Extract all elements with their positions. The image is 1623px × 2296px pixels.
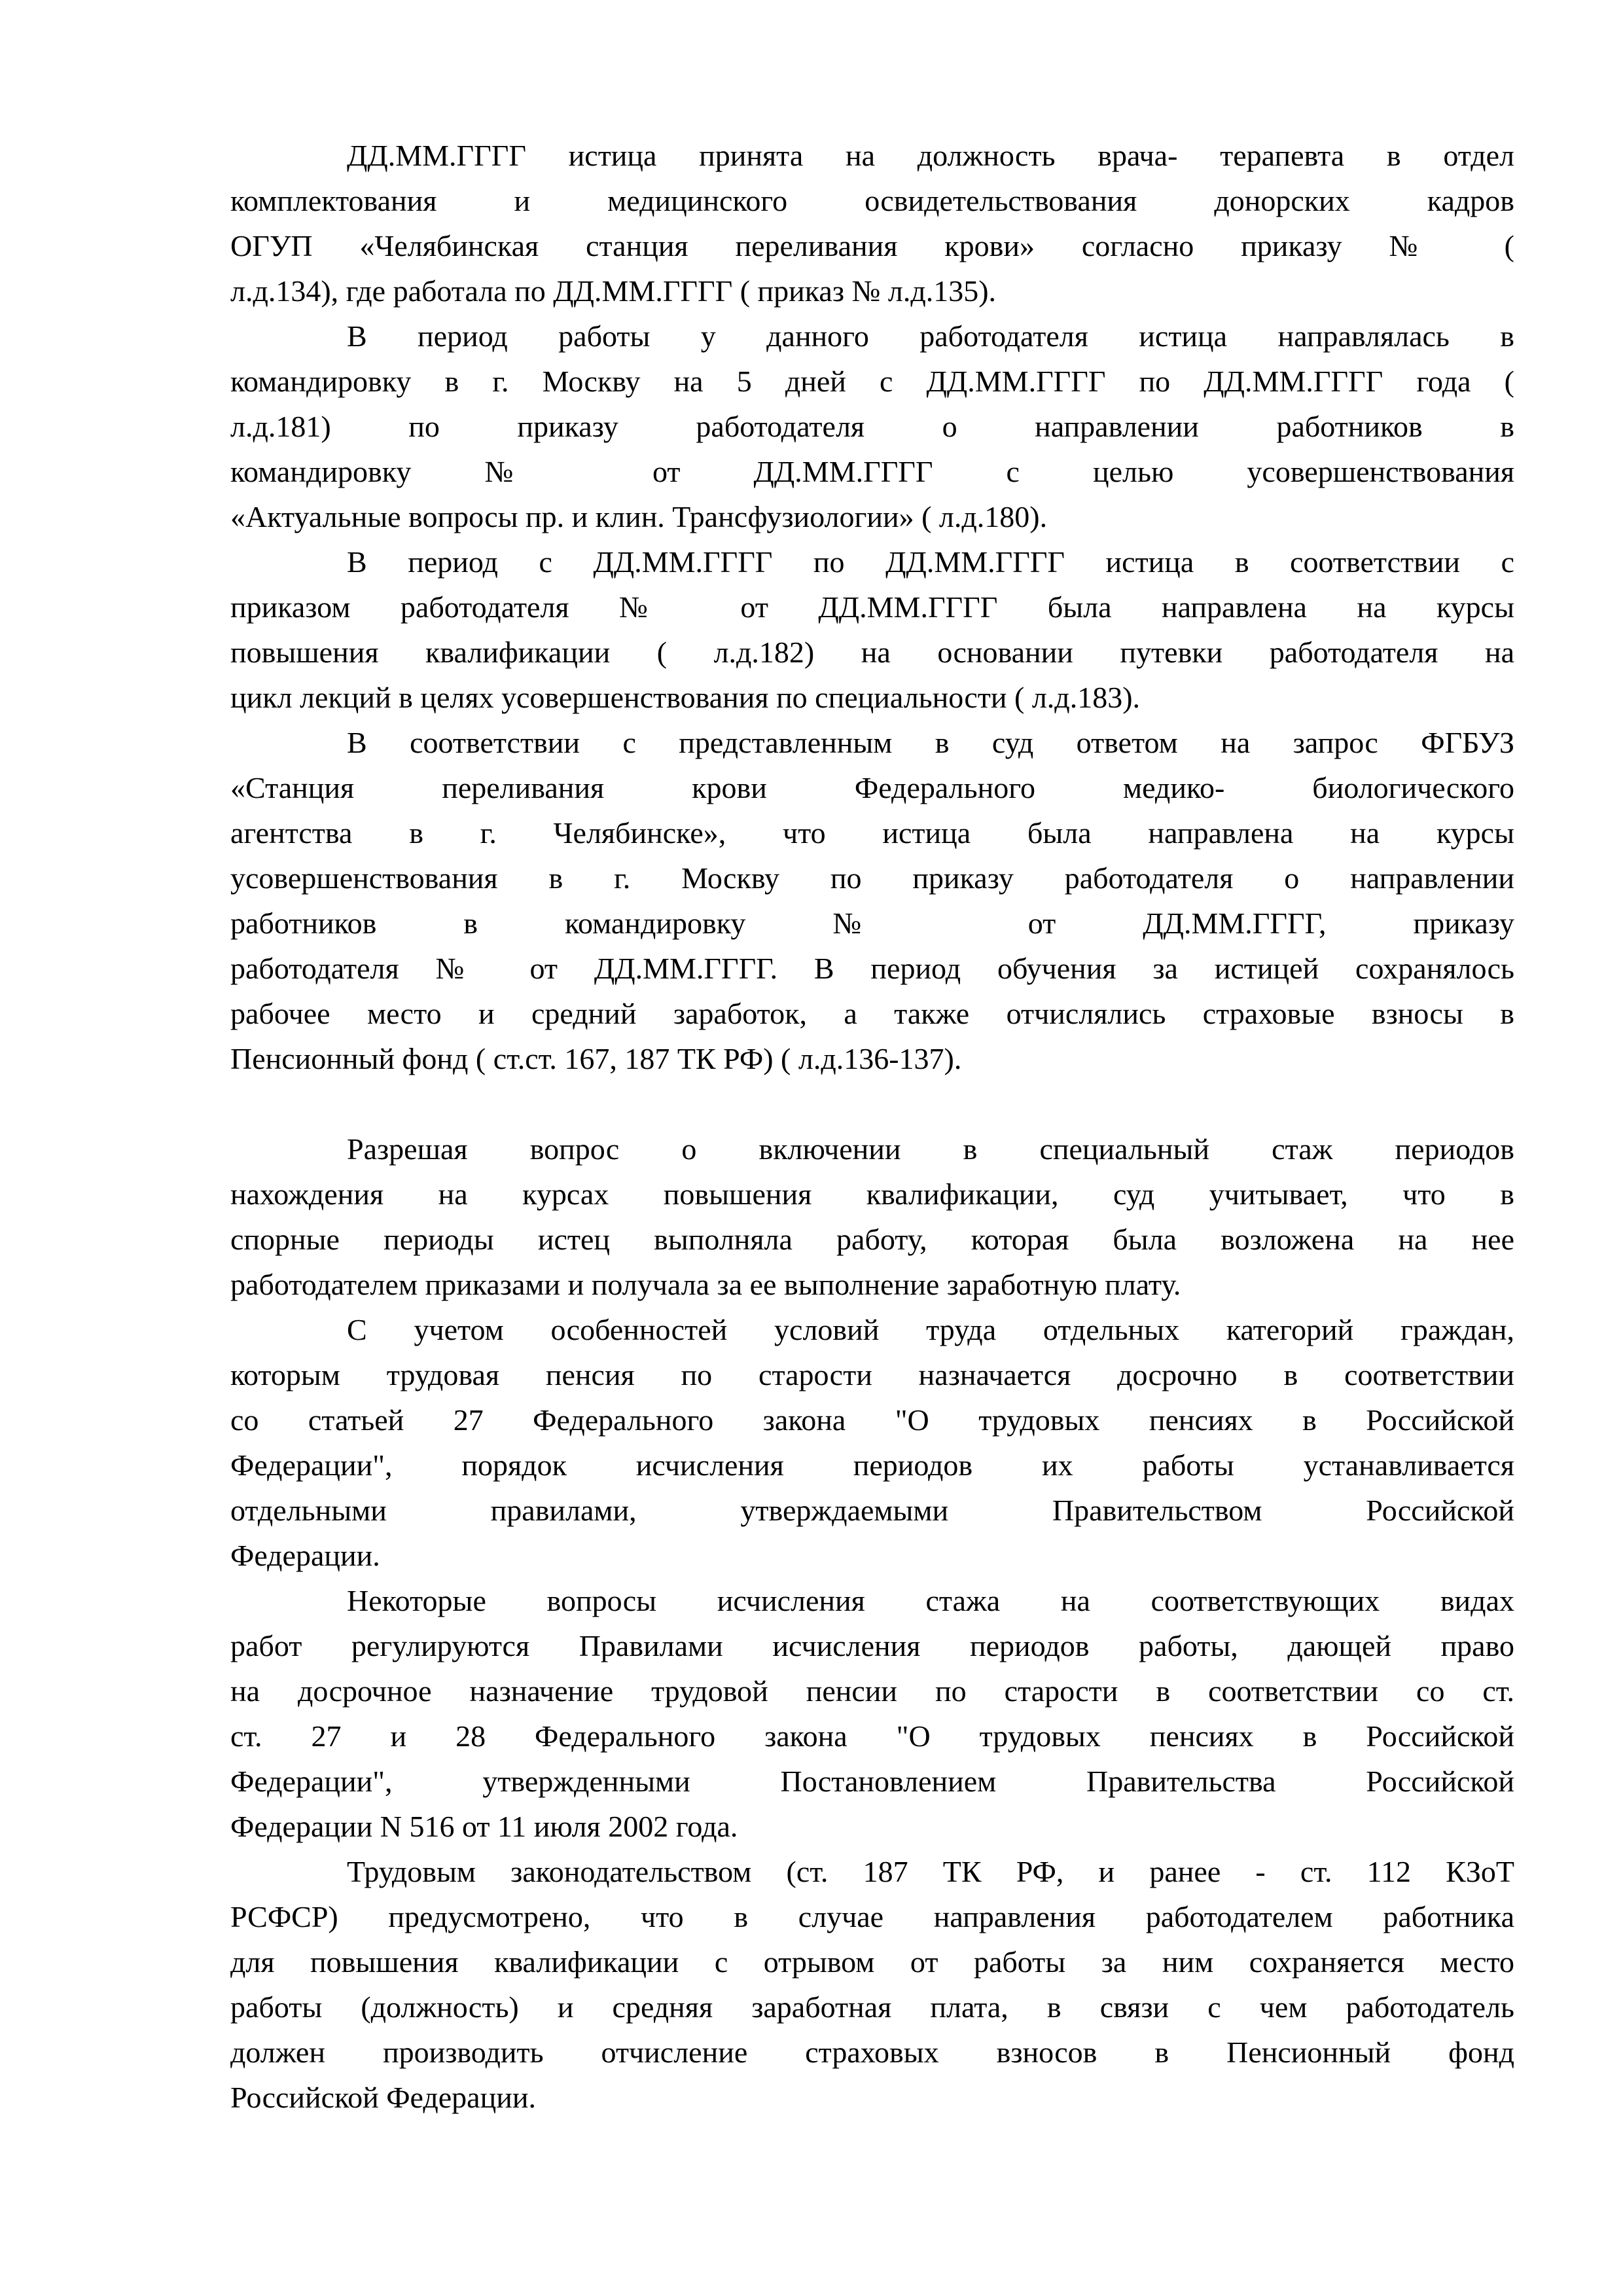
text-line: агентства в г. Челябинске», что истица была направлена на курсы [230, 816, 1514, 850]
paragraph [230, 539, 1514, 720]
text-line: которым трудовая пенсия по старости назначается досрочно в соответствии [230, 1358, 1514, 1391]
text-line: Федерации. [230, 1539, 380, 1572]
text-line: В соответствии с представленным в суд ответом на запрос ФГБУЗ [347, 726, 1514, 759]
text-line: цикл лекций в целях усовершенствования по специальности ( л.д.183). [230, 681, 1141, 714]
text-line: командировку в г. Москву на 5 дней с ДД.ММ.ГГГГ по ДД.ММ.ГГГГ года ( [230, 365, 1514, 398]
text-line: «Станция переливания крови Федерального медико- биологического [230, 771, 1514, 804]
text-line: комплектования и медицинского освидетельствования донорских кадров [230, 184, 1514, 217]
paragraph [230, 1126, 1514, 1307]
text-line: спорные периоды истец выполняла работу, которая была возложена на нее [230, 1223, 1514, 1256]
text-line: командировку № от ДД.ММ.ГГГГ с целью усовершенствования [230, 455, 1514, 488]
text-line: со статьей 27 Федерального закона "О трудовых пенсиях в Российской [230, 1403, 1514, 1437]
text-line: л.д.181) по приказу работодателя о направлении работников в [230, 410, 1514, 443]
text-line: Федерации", утвержденными Постановлением Правительства Российской [230, 1765, 1514, 1798]
blank-line [230, 1081, 1514, 1126]
paragraph [230, 720, 1514, 1081]
text-line: РСФСР) предусмотрено, что в случае направления работодателем работника [230, 1900, 1514, 1933]
text-line: рабочее место и средний заработок, а также отчислялись страховые взносы в [230, 997, 1514, 1030]
text-line: л.д.134), где работала по ДД.ММ.ГГГГ ( приказ № л.д.135). [230, 274, 997, 308]
text-line: ОГУП «Челябинская станция переливания крови» согласно приказу № ( [230, 229, 1514, 262]
text-line: работы (должность) и средняя заработная плата, в связи с чем работодатель [230, 1990, 1514, 2024]
text-line: «Актуальные вопросы пр. и клин. Трансфузиологии» ( л.д.180). [230, 500, 1048, 533]
text-line: работодателем приказами и получала за ее выполнение заработную плату. [230, 1268, 1181, 1301]
text-line: Российской Федерации. [230, 2081, 536, 2114]
paragraph [230, 314, 1514, 539]
paragraph-spacer [230, 1081, 1514, 1126]
text-line: работ регулируются Правилами исчисления периодов работы, дающей право [230, 1629, 1514, 1662]
text-line: работодателя № от ДД.ММ.ГГГГ. В период обучения за истицей сохранялось [230, 952, 1514, 985]
text-line: работников в командировку № от ДД.ММ.ГГГГ, приказу [230, 906, 1514, 940]
paragraph [230, 133, 1514, 314]
text-line: Разрешая вопрос о включении в специальный стаж периодов [347, 1132, 1514, 1166]
text-line: С учетом особенностей условий труда отдельных категорий граждан, [347, 1313, 1514, 1346]
text-line: Федерации N 516 от 11 июля 2002 года. [230, 1810, 738, 1843]
paragraph [230, 1849, 1514, 2120]
text-line: Федерации", порядок исчисления периодов их работы устанавливается [230, 1448, 1514, 1482]
text-line: Некоторые вопросы исчисления стажа на соответствующих видах [347, 1584, 1514, 1617]
text-line: Пенсионный фонд ( ст.ст. 167, 187 ТК РФ) ( л.д.136-137). [230, 1042, 962, 1075]
text-line: ст. 27 и 28 Федерального закона "О трудовых пенсиях в Российской [230, 1719, 1514, 1753]
document-body [230, 133, 1514, 2120]
text-line: на досрочное назначение трудовой пенсии по старости в соответствии со ст. [230, 1674, 1514, 1708]
text-line: приказом работодателя № от ДД.ММ.ГГГГ была направлена на курсы [230, 590, 1514, 624]
text-line: Трудовым законодательством (ст. 187 ТК РФ, и ранее - ст. 112 КЗоТ [347, 1855, 1514, 1888]
text-line: повышения квалификации ( л.д.182) на основании путевки работодателя на [230, 636, 1514, 669]
paragraph [230, 1578, 1514, 1849]
text-line: для повышения квалификации с отрывом от работы за ним сохраняется место [230, 1945, 1514, 1979]
text-line: В период работы у данного работодателя истица направлялась в [347, 319, 1514, 353]
text-line: должен производить отчисление страховых взносов в Пенсионный фонд [230, 2036, 1514, 2069]
text-line: отдельными правилами, утверждаемыми Правительством Российской [230, 1494, 1514, 1527]
paragraph [230, 1307, 1514, 1578]
text-line: нахождения на курсах повышения квалификации, суд учитывает, что в [230, 1177, 1514, 1211]
text-line: ДД.ММ.ГГГГ истица принята на должность врача- терапевта в отдел [347, 139, 1514, 172]
text-line: В период с ДД.ММ.ГГГГ по ДД.ММ.ГГГГ истица в соответствии с [347, 545, 1514, 579]
text-line: усовершенствования в г. Москву по приказу работодателя о направлении [230, 861, 1514, 895]
